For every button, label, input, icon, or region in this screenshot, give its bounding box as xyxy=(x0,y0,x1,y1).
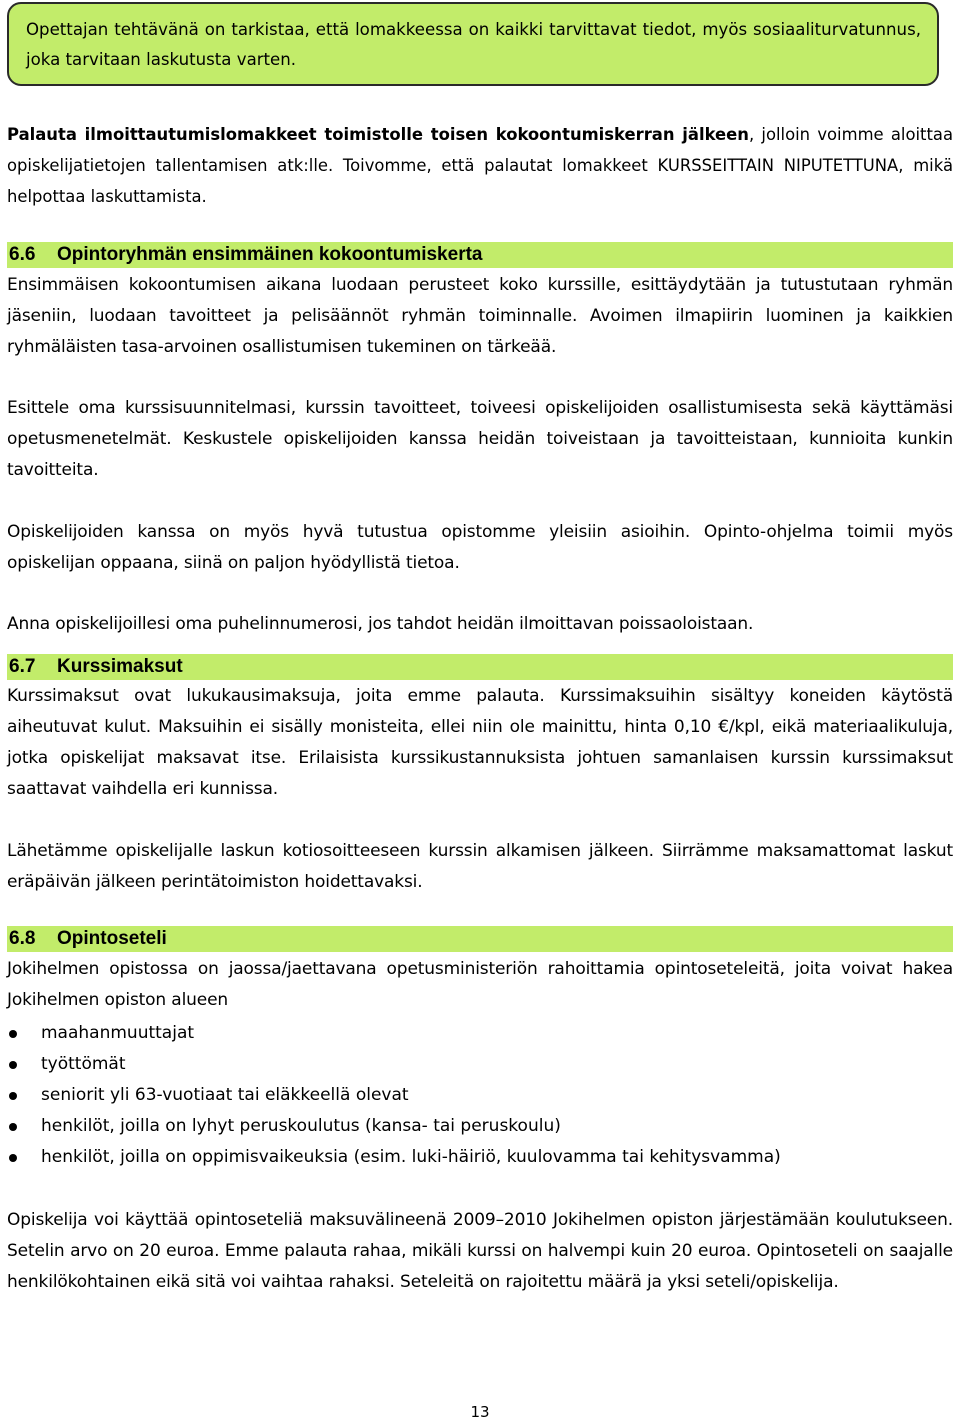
list-item: työttömät xyxy=(7,1049,953,1080)
eligible-groups-list xyxy=(7,1018,953,1173)
section-6-6-paragraph-2: Esittele oma kurssisuunnitelmasi, kurssin tavoitteet, toiveesi opiskelijoiden osallistumisesta sekä käyttämäsi opetusmenetelmät. Keskustele opiskelijoiden kanssa heidän toiveistaan ja tavoitteistaan, kunnioita kunkin tavoitteita. xyxy=(7,398,953,480)
section-number: 6.8 xyxy=(9,928,36,949)
intro-bold-text: Palauta ilmoittautumislomakkeet toimistolle toisen kokoontumiskerran jälkeen xyxy=(7,125,749,144)
section-6-6-paragraph-4: Anna opiskelijoillesi oma puhelinnumerosi, jos tahdot heidän ilmoittavan poissaoloistaan. xyxy=(7,614,754,634)
section-6-8-paragraph-2: Opiskelija voi käyttää opintoseteliä maksuvälineenä 2009–2010 Jokihelmen opiston järjestämään koulutukseen. Setelin arvo on 20 euroa. Emme palauta rahaa, mikäli kurssi on halvempi kuin 20 euroa. Opintoseteli on saajalle henkilökohtainen eikä sitä voi vaihtaa rahaksi. Seteleitä on rajoitettu määrä ja yksi seteli/opiskelija. xyxy=(7,1210,953,1292)
list-item: maahanmuuttajat xyxy=(7,1018,953,1049)
intro-paragraph xyxy=(7,119,953,212)
section-title: Opintoseteli xyxy=(57,928,167,949)
bullet-icon xyxy=(9,1092,17,1100)
section-6-6-paragraph-1: Ensimmäisen kokoontumisen aikana luodaan perusteet koko kurssille, esittäydytään ja tutustutaan ryhmän jäseniin, luodaan tavoitteet ja pelisäännöt ryhmän toiminnalle. Avoimen ilmapiirin luominen ja kaikkien ryhmäläisten tasa-arvoinen osallistumisen tukeminen on tärkeää. xyxy=(7,275,953,357)
callout-text: Opettajan tehtävänä on tarkistaa, että lomakkeessa on kaikki tarvittavat tiedot, myös sosiaaliturvatunnus, joka tarvitaan laskutusta varten. xyxy=(26,20,921,69)
list-item: henkilöt, joilla on lyhyt peruskoulutus (kansa- tai peruskoulu) xyxy=(7,1111,953,1142)
list-item: henkilöt, joilla on oppimisvaikeuksia (esim. luki-häiriö, kuulovamma tai kehitysvamma) xyxy=(7,1142,953,1173)
section-number: 6.6 xyxy=(9,244,36,265)
teacher-note-callout xyxy=(7,2,939,86)
section-6-6-paragraph-3: Opiskelijoiden kanssa on myös hyvä tutustua opistomme yleisiin asioihin. Opinto-ohjelma toimii myös opiskelijan oppaana, siinä on paljon hyödyllistä tietoa. xyxy=(7,522,953,573)
intro-text: , jolloin voimme aloittaa opiskelijatietojen tallentamisen atk:lle. Toivomme, että palautat lomakkeet KURSSEITTAIN NIPUTETTUNA, mikä helpottaa laskuttamista. xyxy=(7,125,953,206)
section-6-7-paragraph-1: Kurssimaksut ovat lukukausimaksuja, joita emme palauta. Kurssimaksuihin sisältyy koneiden käytöstä aiheutuvat kulut. Maksuihin ei sisälly monisteita, ellei niin ole mainittu, hinta 0,10 €/kpl, eikä materiaalikuluja, jotka opiskelijat maksavat itse. Erilaisista kurssikustannuksista johtuen samanlaisen kurssin kurssimaksut saattavat vaihdella eri kunnissa. xyxy=(7,686,953,799)
section-6-8-paragraph-1: Jokihelmen opistossa on jaossa/jaettavana opetusministeriön rahoittamia opintoseteleitä, joita voivat hakea Jokihelmen opiston alueen xyxy=(7,959,953,1010)
list-item: seniorit yli 63-vuotiaat tai eläkkeellä olevat xyxy=(7,1080,953,1111)
page-number: 13 xyxy=(470,1403,490,1421)
section-heading-6-8 xyxy=(7,926,953,952)
section-title: Kurssimaksut xyxy=(57,656,183,677)
bullet-icon xyxy=(9,1061,17,1069)
section-title: Opintoryhmän ensimmäinen kokoontumiskerta xyxy=(57,244,483,265)
bullet-icon xyxy=(9,1123,17,1131)
section-6-7-paragraph-2: Lähetämme opiskelijalle laskun kotiosoitteeseen kurssin alkamisen jälkeen. Siirrämme maksamattomat laskut eräpäivän jälkeen perintätoimiston hoidettavaksi. xyxy=(7,841,953,892)
section-heading-6-6 xyxy=(7,242,953,268)
bullet-icon xyxy=(9,1030,17,1038)
section-heading-6-7 xyxy=(7,654,953,680)
bullet-icon xyxy=(9,1154,17,1162)
section-number: 6.7 xyxy=(9,656,36,677)
